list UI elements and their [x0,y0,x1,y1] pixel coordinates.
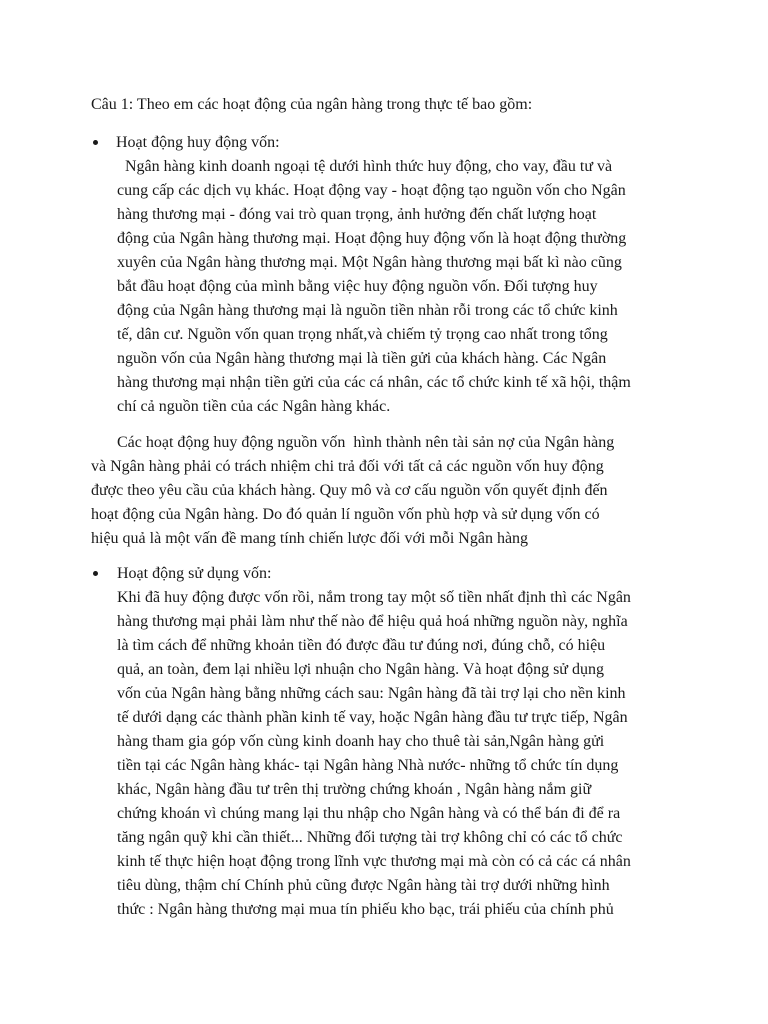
section1-heading: Hoạt động huy động vốn: [112,134,280,151]
section2-line: hàng thương mại phải làm như thế nào để hiệu quả hoá những nguồn này, nghĩa [117,613,628,630]
section1-line: bắt đầu hoạt động của mình bằng việc huy động nguồn vốn. Đối tượng huy [117,278,598,295]
section2-line: tế dưới dạng các thành phần kinh tế vay, hoặc Ngân hàng đầu tư trực tiếp, Ngân [117,709,628,726]
section1-line: động của Ngân hàng thương mại là nguồn tiền nhàn rỗi trong các tổ chức kinh [117,302,618,319]
section2-line: thức : Ngân hàng thương mại mua tín phiếu kho bạc, trái phiếu của chính phủ [117,901,614,918]
section2-line: quả, an toàn, đem lại nhiều lợi nhuận cho Ngân hàng. Và hoạt động sử dụng [117,661,604,678]
section2-line: tiêu dùng, thậm chí Chính phủ cũng được Ngân hàng tài trợ dưới những hình [117,877,610,894]
paragraph2-line: hiệu quả là một vấn đề mang tính chiến lược đối với mỗi Ngân hàng [91,530,529,547]
question-heading: Câu 1: Theo em các hoạt động của ngân hàng trong thực tế bao gồm: [91,96,533,113]
bullet-icon [93,571,98,576]
section2-line: là tìm cách để những khoản tiền đó được đầu tư đúng nơi, đúng chỗ, có hiệu [117,637,606,654]
section1-line: nguồn vốn của Ngân hàng thương mại là tiền gửi của khách hàng. Các Ngân [117,350,607,367]
section2-line: chứng khoán vì chúng mang lại thu nhập cho Ngân hàng và có thể bán đi để ra [117,805,621,822]
section2-line: Khi đã huy động được vốn rồi, nắm trong tay một số tiền nhất định thì các Ngân [117,589,631,606]
section2-line: hàng tham gia góp vốn cùng kinh doanh hay cho thuê tài sản,Ngân hàng gửi [117,733,605,750]
section1-line: chí cả nguồn tiền của các Ngân hàng khác. [117,398,391,415]
paragraph2-line: và Ngân hàng phải có trách nhiệm chi trả đối với tất cả các nguồn vốn huy động [91,458,604,475]
paragraph2-line: được theo yêu cầu của khách hàng. Quy mô và cơ cấu nguồn vốn quyết định đến [91,482,608,499]
paragraph2-line: hoạt động của Ngân hàng. Do đó quản lí nguồn vốn phù hợp và sử dụng vốn có [91,506,600,523]
section2-line: tiền tại các Ngân hàng khác- tại Ngân hàng Nhà nước- những tổ chức tín dụng [117,757,619,774]
section2-heading: Hoạt động sử dụng vốn: [117,565,272,582]
section1-line: hàng thương mại nhận tiền gửi của các cá nhân, các tổ chức kinh tế xã hội, thậm [117,374,631,391]
section1-line: xuyên của Ngân hàng thương mại. Một Ngân hàng thương mại bất kì nào cũng [117,254,622,271]
section1-line: động của Ngân hàng thương mại. Hoạt động huy động vốn là hoạt động thường [117,230,627,247]
section1-line: Ngân hàng kinh doanh ngoại tệ dưới hình thức huy động, cho vay, đầu tư và [117,158,613,175]
section2-line: khác, Ngân hàng đầu tư trên thị trường chứng khoán , Ngân hàng nắm giữ [117,781,592,798]
section2-line: kinh tế thực hiện hoạt động trong lĩnh vực thương mại mà còn có cả các cá nhân [117,853,631,870]
section1-line: tế, dân cư. Nguồn vốn quan trọng nhất,và chiếm tỷ trọng cao nhất trong tổng [117,326,608,343]
section2-line: vốn của Ngân hàng bằng những cách sau: Ngân hàng đã tài trợ lại cho nền kinh [117,685,626,702]
paragraph2-line: Các hoạt động huy động nguồn vốn hình thành nên tài sản nợ của Ngân hàng [117,434,615,451]
section1-line: hàng thương mại - đóng vai trò quan trọng, ảnh hưởng đến chất lượng hoạt [117,206,597,223]
bullet-icon [93,140,98,145]
section2-line: tăng ngân quỹ khi cần thiết... Những đối tượng tài trợ không chỉ có các tổ chức [117,829,623,846]
section1-line: cung cấp các dịch vụ khác. Hoạt động vay - hoạt động tạo nguồn vốn cho Ngân [117,182,626,199]
